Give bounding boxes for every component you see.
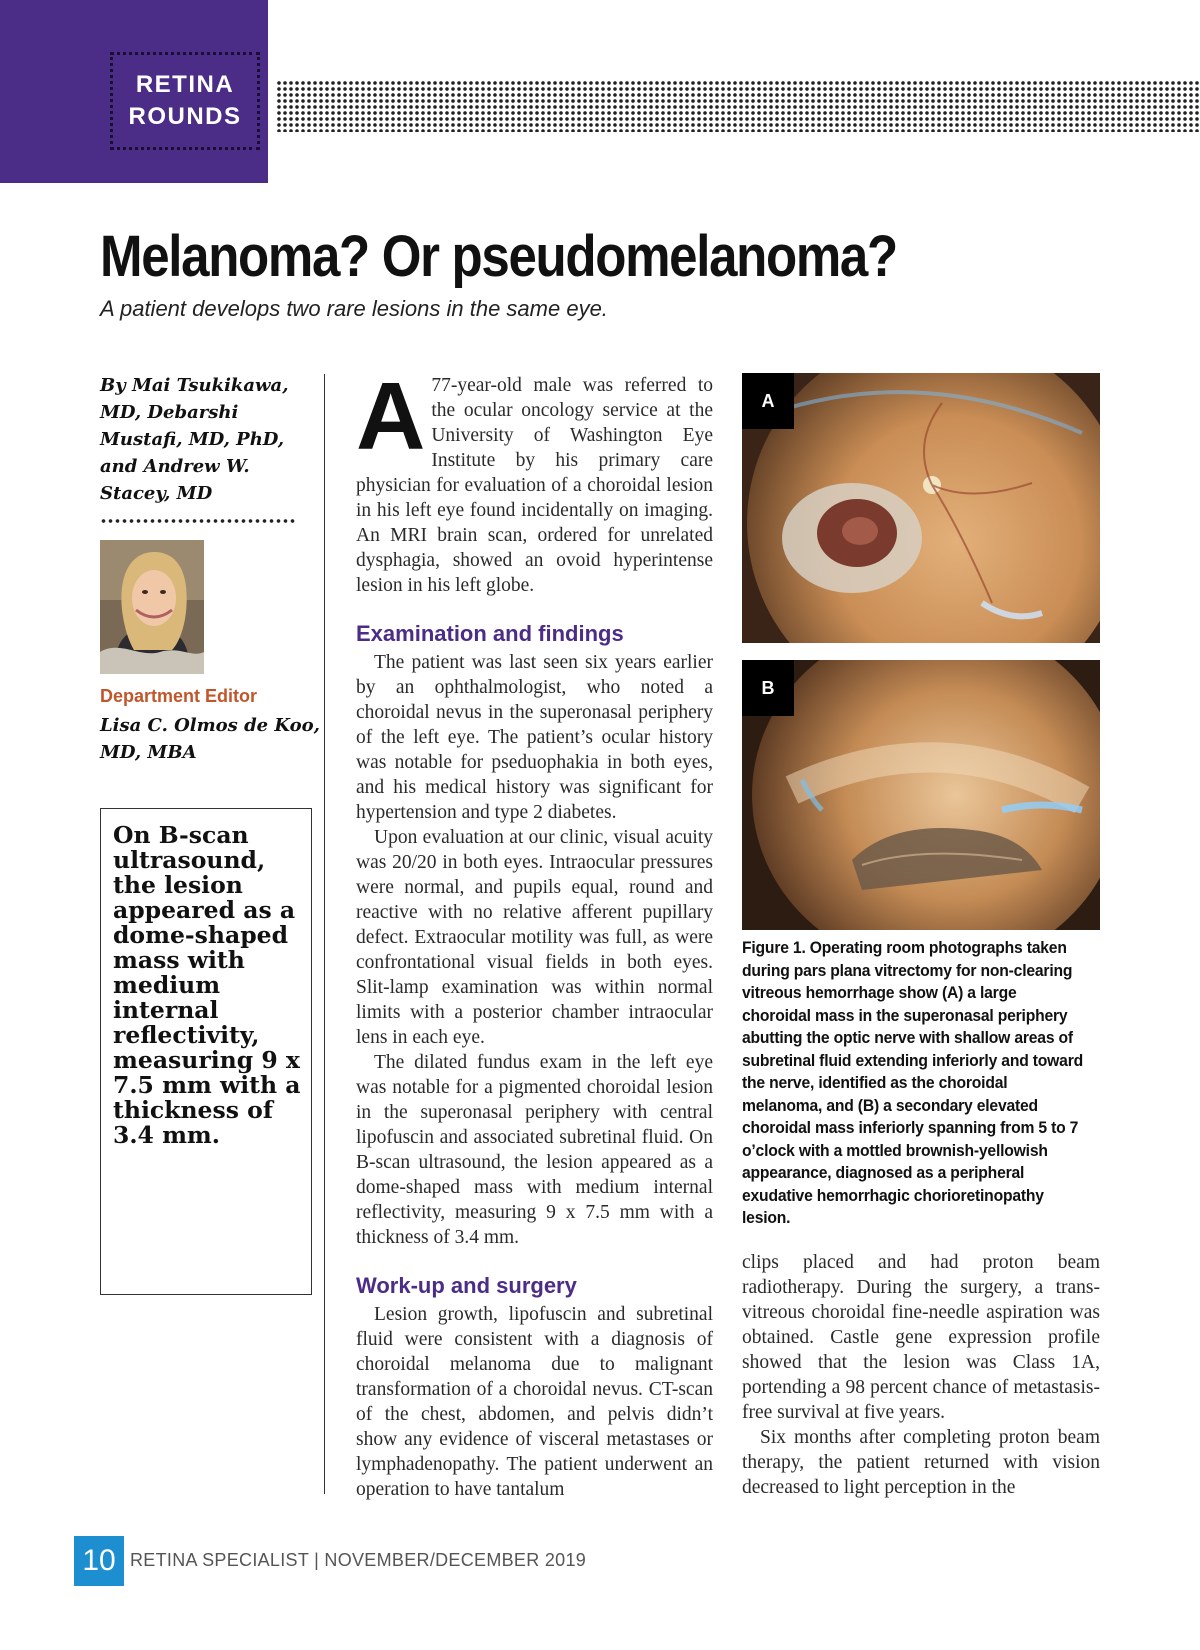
department-editor: Lisa C. Olmos de Koo, MD, MBA xyxy=(100,715,320,763)
editor-portrait-image xyxy=(100,540,204,674)
figure-b-photo xyxy=(742,660,1100,930)
section-heading-examination: Examination and findings xyxy=(356,621,624,646)
drop-cap: A xyxy=(356,363,426,470)
body-column-middle xyxy=(356,363,713,1502)
body-paragraph: The dilated fundus exam in the left eye was notable for a pigmented choroidal lesion in the superonasal periphery with central lipofuscin and associated subretinal fluid. On B-scan ultrasound, the lesion appeared as a dome-shaped mass with medium internal reflectivity, measuring 9 x 7.5 mm with a thickness of 3.4 mm. xyxy=(356,1052,713,1248)
body-paragraph: Lesion growth, lipofuscin and subretinal fluid were consistent with a diagnosis of choroidal melanoma due to malignant transformation of a choroidal nevus. CT-scan of the chest, abdomen, and pelvis didn’t show any evidence of visceral metastases or lymphadenopathy. The patient underwent an operation to have tantalum xyxy=(356,1304,713,1500)
body-paragraph: clips placed and had proton beam radiotherapy. During the surgery, a trans-vitreous choroidal fine-needle aspiration was obtained. Castle gene expression profile showed that the lesion was Class 1A, portending a 98 percent chance of metastasis-free survival at five years. xyxy=(742,1252,1100,1423)
byline-divider xyxy=(100,518,296,524)
body-paragraph: The patient was last seen six years earlier by an ophthalmologist, who noted a choroidal nevus in the superonasal periphery of the left eye. The patient’s ocular history was notable for pseduophakia in both eyes, and his medical history was significant for hypertension and type 2 diabetes. xyxy=(356,652,713,823)
intro-block xyxy=(356,363,713,598)
header-dot-pattern xyxy=(276,80,1200,132)
section-tag-line1: RETINA xyxy=(135,71,235,98)
article-subtitle: A patient develops two rare lesions in the same eye. xyxy=(100,296,608,321)
department-label: Department Editor xyxy=(100,686,258,706)
section-tag-frame xyxy=(110,52,260,150)
editor-photo xyxy=(100,540,204,674)
article-title: Melanoma? Or pseudomelanoma? xyxy=(100,224,897,289)
byline: By Mai Tsukikawa, MD, Debarshi Mustafi, MD, PhD, and Andrew W. Stacey, MD xyxy=(100,375,289,504)
figure-label-a: A xyxy=(742,373,794,429)
column-rule xyxy=(324,374,325,1494)
figure-a-photo xyxy=(742,373,1100,643)
fundus-image-b xyxy=(742,660,1100,930)
publication-footer: RETINA SPECIALIST | NOVEMBER/DECEMBER 2019 xyxy=(130,1550,587,1570)
pull-quote: On B-scan ultrasound, the lesion appeared as a dome-shaped mass with medium internal reflectivity, measuring 9 x 7.5 mm with a thickness of 3.4 mm. xyxy=(113,821,301,1149)
figure-caption: Figure 1. Operating room photographs taken during pars plana vitrectomy for non-clearing vitreous hemorrhage show (A) a large choroidal mass in the superonasal periphery abutting the optic nerve with shallow areas of subretinal fluid extending inferiorly and toward the nerve, identified as the choroidal melanoma, and (B) a secondary elevated choroidal mass inferiorly spanning from 5 to 7 o’clock with a mottled brownish-yellowish appearance, diagnosed as a peripheral exudative hemorrhagic chorioretinopathy lesion. xyxy=(742,939,1083,1227)
figure-label-b: B xyxy=(742,660,794,716)
intro-paragraph: 77-year-old male was referred to the ocular oncology service at the University of Washington Eye Institute by his primary care physician for evaluation of a choroidal lesion in his left eye found incidentally on imaging. An MRI brain scan, ordered for unrelated dysphagia, showed an ovoid hyperintense lesion in his left globe. xyxy=(356,375,713,596)
body-paragraph: Upon evaluation at our clinic, visual acuity was 20/20 in both eyes. Intraocular pressures were normal, and pupils equal, round and reactive with no relative afferent pupillary defect. Extraocular motility was full, as were confrontational visual fields in both eyes. Slit-lamp examination was within normal limits with a posterior chamber intraocular lens in each eye. xyxy=(356,827,713,1048)
page-number: 10 xyxy=(74,1536,124,1586)
section-tag xyxy=(0,0,268,183)
fundus-image-a xyxy=(742,373,1100,643)
section-heading-workup: Work-up and surgery xyxy=(356,1273,577,1298)
pull-quote-box xyxy=(100,808,312,1295)
body-paragraph: Six months after completing proton beam therapy, the patient returned with vision decreased to light perception in the xyxy=(742,1427,1100,1498)
body-column-right xyxy=(742,1250,1100,1500)
section-tag-line2: ROUNDS xyxy=(128,103,242,130)
